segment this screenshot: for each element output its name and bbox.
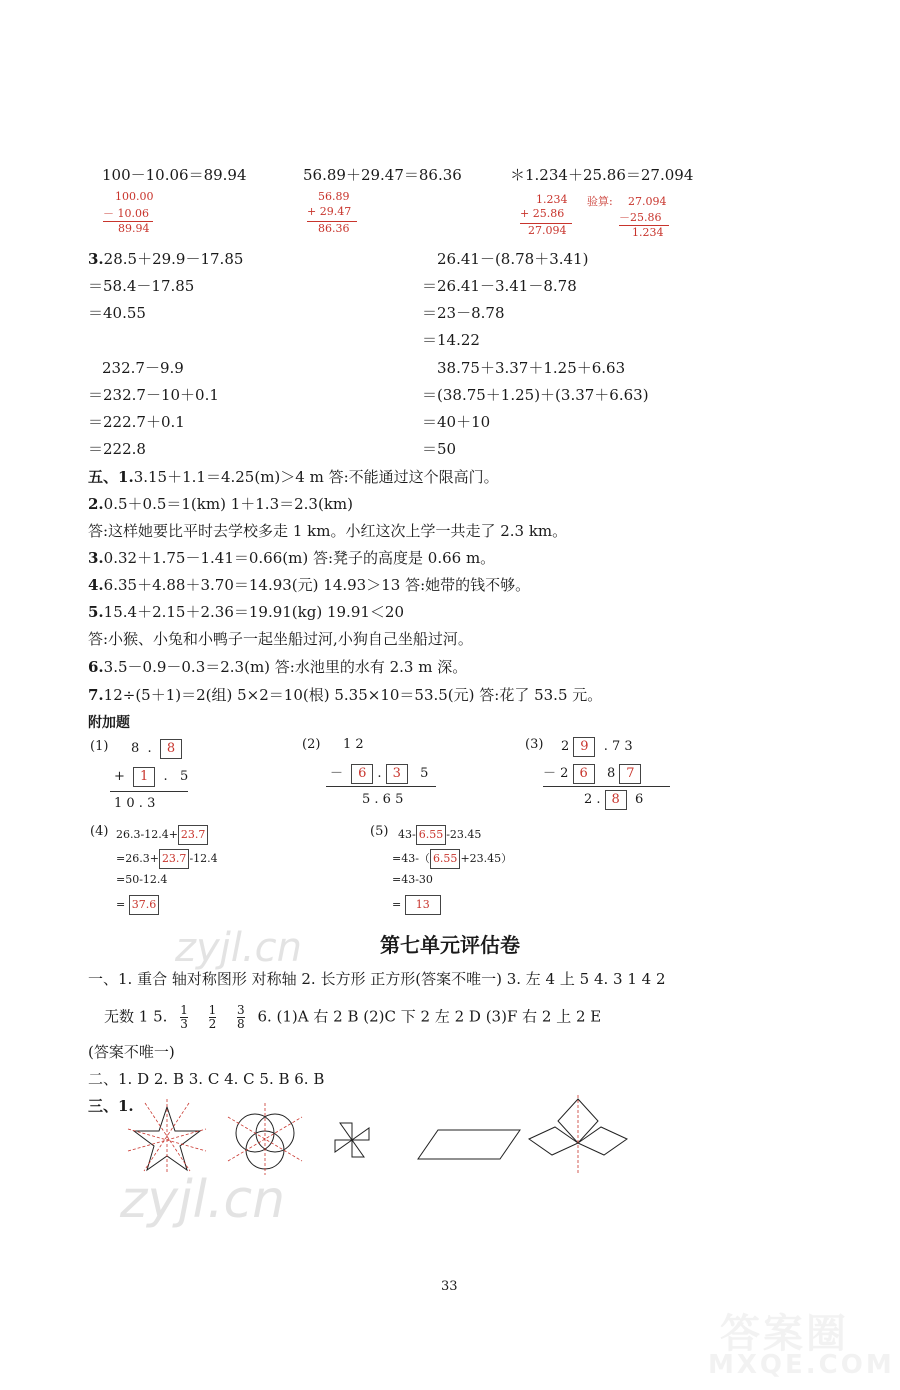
unit7-sec1-line2: 无数 1 5. $\frac{1}{3}$ $\frac{1}{2}$ $\frac{3}{8}$ 6. (1)A 右 2 B (2)C 下 2 左 2 D (3)F 右 2 上 2 E [104, 1003, 602, 1031]
q3-left-3: ＝40.55 [88, 304, 146, 322]
vertical-calc-4-a: 27.094 [628, 195, 667, 208]
q3-right-6: ＝(38.75＋1.25)＋(3.37＋6.63) [422, 386, 649, 404]
bonus-5-line4: = 13 [392, 895, 441, 915]
page-number: 33 [441, 1279, 458, 1294]
watermark-4: MXQE.COM [708, 1350, 895, 1380]
bonus-4-box-3: 37.6 [129, 895, 160, 915]
q3-right-4: ＝14.22 [422, 331, 480, 349]
bonus-3-row2: － 2 6 8 7 [543, 762, 641, 784]
sec5-item-2: 2.0.5＋0.5＝1(km) 1＋1.3＝2.3(km) [88, 495, 353, 513]
vertical-calc-1-b: － 10.06 [103, 207, 149, 220]
bonus-1-row3: 1 0 . 3 [114, 796, 156, 811]
bonus-2-label: (2) [302, 737, 321, 752]
bonus-4-box-1: 23.7 [178, 825, 209, 845]
q3-left-1: 3.28.5＋29.9－17.85 [88, 250, 244, 268]
bonus-4-line1: 26.3-12.4+ 23.7 [116, 825, 208, 845]
bonus-5-line1: 43- 6.55 -23.45 [398, 825, 481, 845]
watermark-3: 答案圈 [720, 1311, 849, 1357]
q3-left-2: ＝58.4－17.85 [88, 277, 195, 295]
star-figure [128, 1099, 206, 1173]
bonus-5-box-3: 13 [405, 895, 441, 915]
vertical-calc-1-a: 100.00 [115, 190, 154, 203]
q3-right-5: 38.75＋3.37＋1.25＋6.63 [437, 359, 626, 377]
bonus-5-box-2: 6.55 [430, 849, 461, 869]
watermark-2: zyjl.cn [120, 1170, 286, 1230]
q3-left-6: ＝222.7＋0.1 [88, 413, 185, 431]
vertical-calc-3-c: 27.094 [528, 224, 567, 237]
vertical-calc-4-c: 1.234 [632, 226, 664, 239]
sec5-item-7: 7.12÷(5＋1)＝2(组) 5×2＝10(根) 5.35×10＝53.5(元) 答:花了 53.5 元。 [88, 686, 603, 704]
parallelogram-figure [418, 1130, 520, 1159]
sec5-item-4: 4.6.35＋4.88＋3.70＝14.93(元) 14.93＞13 答:她带的钱不够。 [88, 576, 531, 594]
sec5-item-6: 6.3.5－0.9－0.3＝2.3(m) 答:水池里的水有 2.3 m 深。 [88, 658, 468, 676]
bonus-2-row3: 5 . 6 5 [362, 792, 404, 807]
bonus-heading: 附加题 [88, 715, 130, 731]
bonus-1-box-1: 8 [160, 739, 182, 759]
bonus-1-box-2: 1 [133, 767, 155, 787]
watermark-1: zyjl.cn [175, 925, 302, 971]
bonus-3-row1: 2 9 . 7 3 [561, 737, 633, 757]
bonus-5-line2: =43-（ 6.55 +23.45） [392, 849, 512, 869]
bonus-2-row1: 1 2 [343, 737, 364, 752]
bonus-3-box-2: 6 [573, 764, 595, 784]
bonus-2-row2: － 6 . 3 5 [330, 762, 428, 784]
sec5-item-1: 五、1.3.15＋1.1＝4.25(m)＞4 m 答:不能通过这个限高门。 [88, 468, 499, 486]
bonus-1-row1: 8 . 8 [131, 739, 182, 759]
bonus-3-row3: 2 . 8 6 [584, 790, 643, 810]
q3-right-7: ＝40＋10 [422, 413, 491, 431]
equation-2: 56.89＋29.47＝86.36 [303, 166, 462, 184]
equation-1: 100－10.06＝89.94 [102, 166, 247, 184]
bonus-4-line4: = 37.6 [116, 895, 159, 915]
unit7-sec1-note: (答案不唯一) [88, 1043, 175, 1061]
bonus-4-box-2: 23.7 [159, 849, 190, 869]
bonus-3-label: (3) [525, 737, 544, 752]
q3-right-2: ＝26.41－3.41－8.78 [422, 277, 577, 295]
q3-left-4: 232.7－9.9 [102, 359, 184, 377]
fraction-1: $\frac{1}{3}$ [180, 1003, 188, 1031]
bonus-2-box-2: 3 [386, 764, 408, 784]
vertical-calc-1-c: 89.94 [118, 222, 150, 235]
three-circles-figure [228, 1103, 302, 1175]
q3-right-8: ＝50 [422, 440, 457, 458]
unit7-sec1-line1: 一、1. 重合 轴对称图形 对称轴 2. 长方形 正方形(答案不唯一) 3. 左 4 上 5 4. 3 1 4 2 [88, 970, 666, 988]
unit7-sec2: 二、1. D 2. B 3. C 4. C 5. B 6. B [88, 1070, 325, 1088]
bonus-5-label: (5) [370, 824, 389, 839]
sec5-item-3: 3.0.32＋1.75－1.41＝0.66(m) 答:凳子的高度是 0.66 m。 [88, 549, 496, 567]
bonus-3-box-1: 9 [573, 737, 595, 757]
unit7-title: 第七单元评估卷 [380, 933, 520, 957]
bonus-4-line3: =50-12.4 [116, 873, 168, 886]
vertical-calc-2-c: 86.36 [318, 222, 350, 235]
q3-right-1: 26.41－(8.78＋3.41) [437, 250, 589, 268]
bonus-4-line2: =26.3+ 23.7 -12.4 [116, 849, 218, 869]
sec5-item-5: 5.15.4＋2.15＋2.36＝19.91(kg) 19.91＜20 [88, 603, 405, 621]
vertical-calc-3-b: + 25.86 [520, 207, 565, 220]
fraction-2: $\frac{1}{2}$ [208, 1003, 217, 1031]
sec5-item-5-answer: 答:小猴、小兔和小鸭子一起坐船过河,小狗自己坐船过河。 [88, 630, 473, 648]
vertical-calc-4-b: －25.86 [619, 211, 662, 224]
pinwheel-figure [335, 1123, 369, 1157]
vertical-calc-3-a: 1.234 [536, 193, 568, 206]
bonus-3-box-3: 7 [619, 764, 641, 784]
bonus-1-label: (1) [90, 739, 109, 754]
bonus-1-row2: + 1 . 5 [114, 767, 188, 787]
check-label: 验算: [587, 195, 613, 208]
sec5-item-2-answer: 答:这样她要比平时去学校多走 1 km。小红这次上学一共走了 2.3 km。 [88, 522, 568, 540]
symmetry-figures [120, 1095, 700, 1175]
equation-3: ＊1.234＋25.86＝27.094 [510, 166, 694, 184]
fraction-3: $\frac{3}{8}$ [237, 1003, 245, 1031]
bonus-5-box-1: 6.55 [416, 825, 447, 845]
unit7-sec3: 三、1. [88, 1097, 134, 1115]
q3-left-5: ＝232.7－10＋0.1 [88, 386, 219, 404]
vertical-calc-2-b: + 29.47 [307, 205, 352, 218]
vertical-calc-2-a: 56.89 [318, 190, 350, 203]
q3-right-3: ＝23－8.78 [422, 304, 505, 322]
bonus-2-box-1: 6 [351, 764, 373, 784]
q3-left-7: ＝222.8 [88, 440, 146, 458]
kites-figure [529, 1095, 627, 1175]
bonus-3-box-4: 8 [605, 790, 627, 810]
bonus-5-line3: =43-30 [392, 873, 433, 886]
bonus-4-label: (4) [90, 824, 109, 839]
